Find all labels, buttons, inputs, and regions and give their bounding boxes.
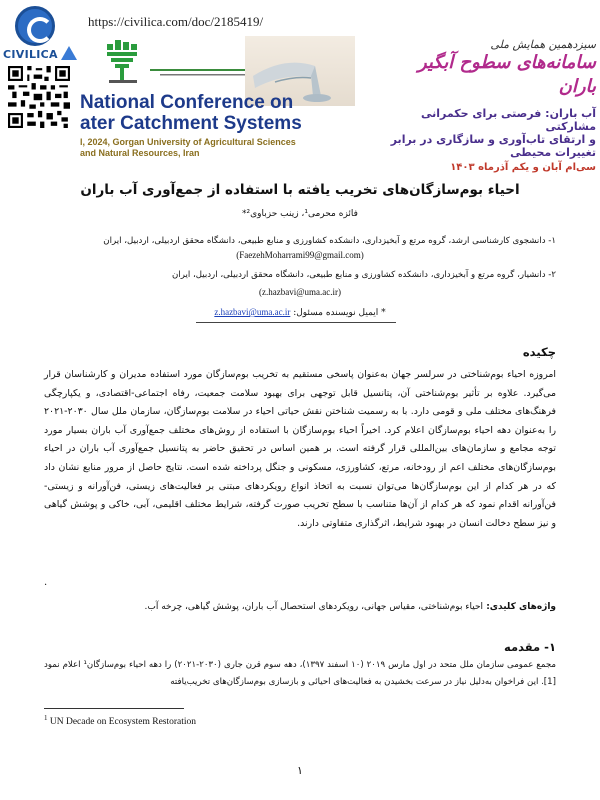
footnote-number: 1: [44, 714, 48, 722]
affiliation-2: ۲- دانشیار، گروه مرتع و آبخیزداری، دانشکده کشاورزی و منابع طبیعی، دانشگاه محقق اردبیلی، اردبیل، ایران: [172, 270, 556, 280]
section-heading-introduction: ۱- مقدمه: [504, 640, 556, 654]
civilica-c-icon: [15, 6, 55, 46]
corresponding-author: [40, 307, 560, 318]
abstract-heading: چکیده: [522, 345, 556, 359]
conference-date-english-line2: and Natural Resources, Iran: [80, 148, 200, 158]
section-body-introduction: مجمع عمومی سازمان ملل متحد در اول مارس ۲۰۱۹ (۱۰ اسفند ۱۳۹۷)، دهه سوم قرن جاری (۲۰۳۰-۲۰۲۱) را دهه احیاء بوم‌سازگان¹ اعلام نمود [1]. این فراخوان به‌دلیل نیاز در سرعت بخشیدن به فعالیت‌های احیائی و بازسازی بوم‌سازگان‌های تخریب‌یافته: [44, 660, 556, 687]
university-logo-icon: [103, 38, 143, 84]
conference-slogan-line2: و ارتقای تاب‌آوری و سازگاری در برابر تغییرات محیطی: [390, 133, 596, 159]
footnote-divider: [44, 708, 184, 709]
conference-slogan-line1: آب باران: فرصتی برای حکمرانی مشارکتی: [421, 107, 596, 133]
page-number: ۱: [297, 764, 303, 777]
qr-code-icon: [8, 66, 70, 128]
conference-name-persian: سامانه‌های سطوح آبگیر باران: [417, 52, 596, 97]
keywords-list: احیاء بوم‌شناختی، مقیاس جهانی، رویکردهای استحصال آب باران، پوشش گیاهی، چرخه آب.: [144, 602, 484, 612]
keywords-label: واژه‌های کلیدی:: [483, 602, 556, 612]
paper-title: احیاء بوم‌سازگان‌های تخریب یافته با استفاده از جمع‌آوری آب باران: [80, 182, 520, 198]
conference-title-english-line1: National Conference on: [80, 92, 294, 113]
affiliation-1: ۱- دانشجوی کارشناسی ارشد، گروه مرتع و آبخیزداری، دانشکده کشاورزی و منابع طبیعی، دانشگاه محقق اردبیلی، اردبیل، ایران: [103, 236, 556, 246]
document-url[interactable]: https://civilica.com/doc/2185419/: [88, 14, 264, 29]
paper-authors: فائزه محرمی¹، زینب حزباوی²*: [242, 209, 358, 219]
conference-date-english: [80, 137, 320, 159]
civilica-triangle-icon: [61, 46, 77, 60]
footnote: [44, 714, 196, 727]
conference-date-persian: سی‌ام آبان و یکم آذرماه ۱۴۰۳: [450, 162, 596, 173]
corresponding-author-label: * ایمیل نویسنده مسئول:: [290, 308, 386, 318]
conference-date-english-line1: l, 2024, Gorgan University of Agricultural Sciences: [80, 137, 296, 147]
corresponding-divider: [196, 322, 396, 323]
conference-ordinal: سیزدهمین همایش ملی: [490, 38, 596, 51]
corresponding-author-email[interactable]: z.hazbavi@uma.ac.ir: [214, 307, 291, 317]
affiliation-1-email[interactable]: (FaezehMoharrami99@gmail.com): [236, 250, 364, 260]
conference-title-persian: [376, 38, 596, 173]
abstract-end-mark: .: [44, 577, 48, 588]
affiliation-2-email[interactable]: (z.hazbavi@uma.ac.ir): [259, 287, 341, 297]
footnote-text: UN Decade on Ecosystem Restoration: [47, 717, 197, 728]
keywords: [44, 602, 556, 612]
civilica-logo-text: CIVILICA: [3, 48, 58, 61]
conference-title-english-line2: ater Catchment Systems: [80, 113, 302, 134]
civilica-logo[interactable]: [3, 6, 75, 64]
abstract-body: امروزه احیاء بوم‌شناختی در سرلسر جهان به‌عنوان پاسخی مستقیم به تخریب بوم‌سازگان مورد استفاده مدیران و کارشناسان قرار می‌گیرد. علاوه بر تأثیر بوم‌شناختی آن، پتانسیل قابل توجهی برای بهبود سلامت جمعیت، رفاه اجتماعی-اقتصادی، و یکپارچگی فرهنگ‌های مختلف ملی و قومی دارد. با به رسمیت شناختن نقش حیاتی احیاء در سلامت بوم‌سازگان، سازمان ملل سال ۲۰۳۰-۲۰۲۱ را به‌عنوان دهه احیاء بوم‌سازگان اعلام کرد. اخیراً احیاء بوم‌سازگان با استفاده از روش‌های مختلف جمع‌آوری آب باران بسیار مورد توجه مجامع و سازمان‌های بین‌المللی قرار گرفته است. بر همین اساس در تحقیق حاضر به پتانسیل جمع‌آوری آب باران در احیاء بوم‌سازگان‌های مختلف اعم از رودخانه، مرتع، کشاورزی، مسکونی و جنگل پرداخته شده است. نتایج حاصل از مرور منابع نشان داد که در هر کدام از این بوم‌سازگان‌ها می‌توان نسبت به اتخاذ انواع رویکردهای مبتنی بر فعالیت‌های زیستی، فن‌آورانه و زیستی-فن‌آورانه اقدام نمود که هر کدام از آن‌ها متناسب با سطح تخریب صورت گرفته، شرایط مختلف اقلیمی، آبی، خاکی و پوشش گیاهی و نیز سطح دخالت انسان در بهبود شرایط، اثرگذاری متفاوتی دارند.: [44, 369, 556, 529]
